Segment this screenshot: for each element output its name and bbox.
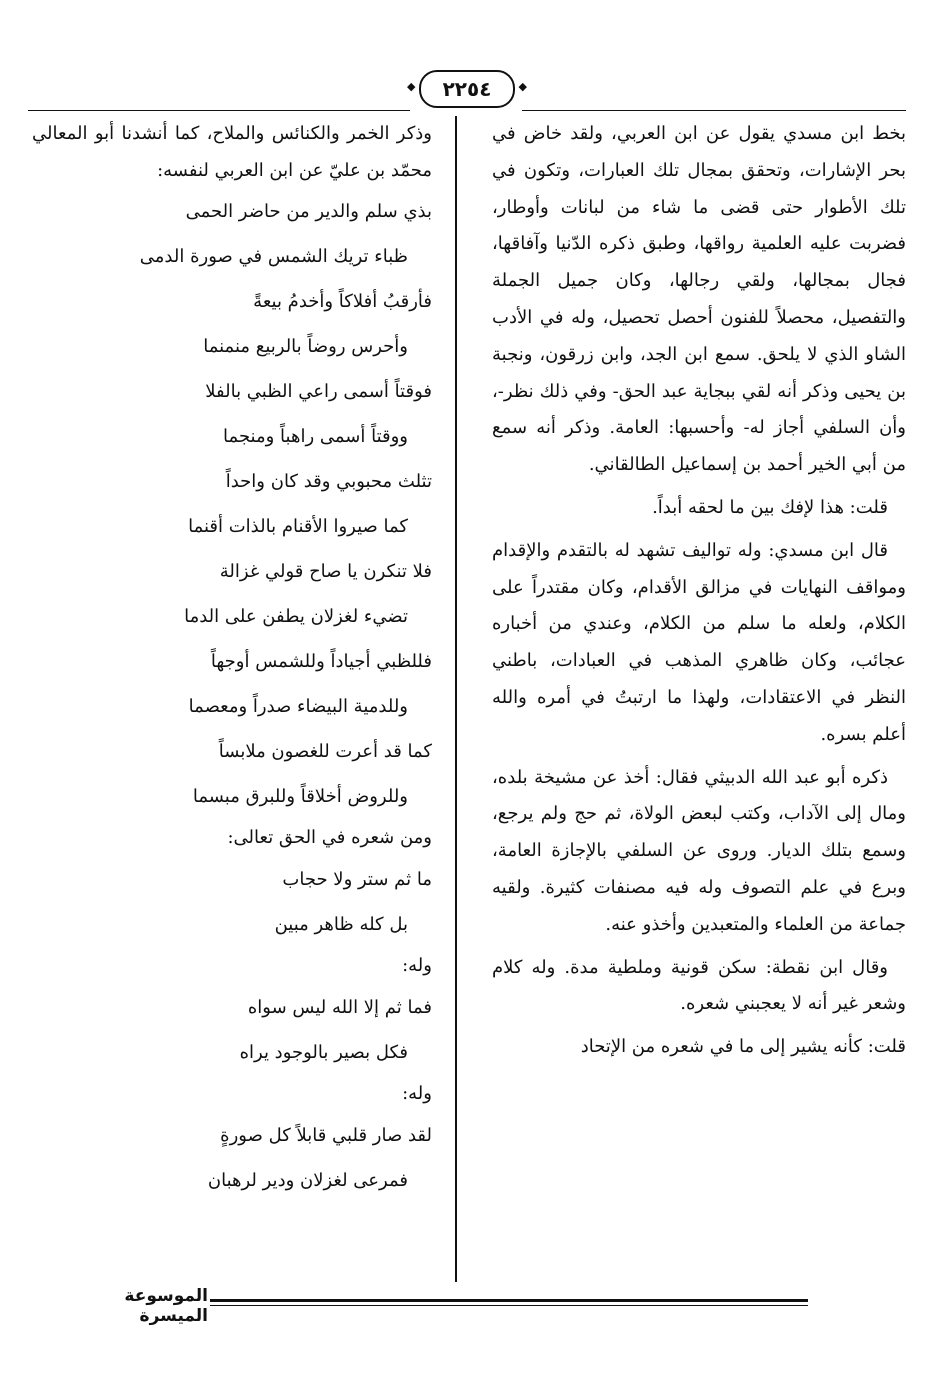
- verse-line: [32, 730, 432, 775]
- verse-line: [32, 1159, 432, 1204]
- top-rule-right: [522, 110, 906, 111]
- verse-hemistich: تضيء لغزلان يطفن على الدما: [184, 605, 408, 627]
- top-rule-left: [28, 110, 410, 111]
- verse-line: [32, 903, 432, 948]
- poem-intro: وذكر الخمر والكنائس والملاح، كما أنشدنا أبو المعالي محمّد بن عليّ عن ابن العربي لنفسه:: [32, 123, 432, 181]
- verse-hemistich: فأرقبُ أفلاكاً وأخدمُ بيعةً: [253, 290, 432, 312]
- verse-hemistich: فما ثم إلا الله ليس سواه: [247, 996, 432, 1018]
- poem-label-1: وله:: [402, 955, 432, 977]
- right-column: [492, 116, 906, 1066]
- footer-rule: [210, 1299, 808, 1302]
- verse-line: [32, 858, 432, 903]
- footer-rule-thin: [210, 1305, 808, 1306]
- verse-line: [32, 325, 432, 370]
- verse-hemistich: ووقتاً أسمى راهباً ومنجما: [223, 425, 408, 447]
- verse-hemistich: تثلث محبوبي وقد كان واحداً: [225, 470, 432, 492]
- verse-line: [32, 595, 432, 640]
- verse-line: [32, 235, 432, 280]
- verse-hemistich: ظباء تريك الشمس في صورة الدمى: [139, 245, 408, 267]
- poem-1: [32, 190, 432, 820]
- verse-line: [32, 460, 432, 505]
- verse-hemistich: فكل بصير بالوجود يراه: [239, 1041, 408, 1063]
- paragraph-2: قلت: هذا لإفك بين ما لحقه أبداً.: [652, 496, 888, 518]
- verse-line: [32, 550, 432, 595]
- verse-hemistich: فمرعى لغزلان ودير لرهبان: [207, 1169, 408, 1191]
- column-divider: [455, 116, 457, 1282]
- verse-hemistich: كما قد أعرت للغصون ملابساً: [218, 740, 432, 762]
- paragraph-5: وقال ابن نقطة: سكن قونية وملطية مدة. وله كلام وشعر غير أنه لا يعجبني شعره.: [492, 956, 906, 1015]
- verse-line: [32, 415, 432, 460]
- verse-line: [32, 986, 432, 1031]
- verse-line: [32, 640, 432, 685]
- paragraph-4: ذكره أبو عبد الله الدبيثي فقال: أخذ عن مشيخة بلده، ومال إلى الآداب، وكتب لبعض الولاة، ثم حج ولم يرجع، وسمع بتلك الديار. وروى عن السلفي بالإجازة العامة، وبرع في علم التصوف وله فيه مصنفات كثيرة. ولقيه جماعة من العلماء والمتعبدين وأخذو عنه.: [492, 766, 906, 935]
- footer-title: الموسوعة الميسرة: [124, 1286, 208, 1326]
- verse-line: [32, 370, 432, 415]
- verse-hemistich: فللظبي أجياداً وللشمس أوجهاً: [210, 650, 432, 672]
- verse-hemistich: وللدمية البيضاء صدراً ومعصما: [188, 695, 408, 717]
- left-column: [32, 116, 432, 1204]
- verse-line: [32, 505, 432, 550]
- verse-hemistich: فوقتاً أسمى راعي الظبي بالفلا: [205, 380, 432, 402]
- verse-hemistich: بذي سلم والدير من حاضر الحمى: [185, 200, 432, 222]
- poem-intro-2: ومن شعره في الحق تعالى:: [227, 827, 432, 849]
- verse-hemistich: فلا تنكرن يا صاح قولي غزالة: [219, 560, 432, 582]
- paragraph-3: قال ابن مسدي: وله تواليف تشهد له بالتقدم والإقدام ومواقف النهايات في مزالق الأقدام، وكان مقتدراً على الكلام، ولعله ما سلم من الكلام، وعندي من أخباره عجائب، وكان ظاهري المذهب في العبادات، باطني النظر في الاعتقادات، ولهذا ما ارتبتُ في أمره والله أعلم بسره.: [492, 539, 906, 745]
- verse-line: [32, 775, 432, 820]
- verse-line: [32, 1114, 432, 1159]
- verse-hemistich: لقد صار قلبي قابلاً كل صورةٍ: [220, 1124, 432, 1146]
- verse-line: [32, 685, 432, 730]
- page-number-area: [0, 66, 934, 112]
- poem-label-2: وله:: [402, 1083, 432, 1105]
- page-number: ◆ ٢٢٥٤ ◆: [419, 70, 515, 108]
- verse-line: [32, 190, 432, 235]
- verse-line: [32, 280, 432, 325]
- paragraph-1: بخط ابن مسدي يقول عن ابن العربي، ولقد خاض في بحر الإشارات، وتحقق بمجال تلك العبارات، وتكون في تلك الأطوار حتى قضى ما شاء من لبانات وأوطار، فضربت عليه العلمية رواقها، وطبق ذكره الدّنيا وآفاقها، فجال بمجالها، ولقي رجالها، وكان جميل الجملة والتفصيل، محصلاً للفنون أحصل تحصيل، وله في الأدب الشاو الذي لا يلحق. سمع ابن الجد، وابن زرقون، ونجبة بن يحيى وذكر أنه لقي ببجاية عبد الحق- وفي ذلك نظر-، وأن السلفي أجاز له- وأحسبها: العامة. وذكر أنه سمع من أبي الخير أحمد بن إسماعيل الطالقاني.: [492, 123, 906, 476]
- verse-hemistich: وللروض أخلاقاً وللبرق مبسما: [192, 785, 408, 807]
- verse-hemistich: بل كله ظاهر مبين: [274, 913, 408, 935]
- verse-hemistich: وأحرس روضاً بالربيع منمنما: [203, 335, 408, 357]
- verse-line: [32, 1031, 432, 1076]
- verse-hemistich: كما صيروا الأقنام بالذات أقنما: [188, 515, 408, 537]
- verse-hemistich: ما ثم ستر ولا حجاب: [282, 868, 432, 890]
- paragraph-6: قلت: كأنه يشير إلى ما في شعره من الإتحاد: [580, 1036, 906, 1058]
